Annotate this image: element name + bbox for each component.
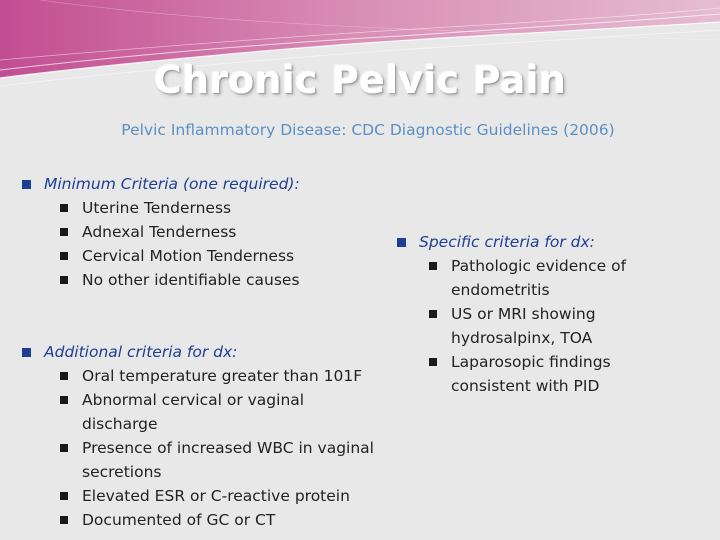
additional-criteria-heading-text: Additional criteria for dx: — [44, 343, 238, 361]
bullet-square-icon — [60, 396, 68, 404]
list-item — [429, 302, 641, 350]
bullet-square-icon — [60, 228, 68, 236]
left-column — [22, 172, 397, 532]
bullet-square-icon — [22, 348, 31, 357]
slide-title: Chronic Pelvic Pain — [153, 58, 567, 102]
bullet-square-icon — [60, 516, 68, 524]
list-item — [429, 350, 641, 398]
list-item — [60, 484, 397, 508]
list-item — [60, 388, 322, 436]
specific-criteria-heading — [397, 230, 697, 254]
bullet-square-icon — [60, 492, 68, 500]
list-item-text: Elevated ESR or C-reactive protein — [82, 487, 350, 505]
list-item — [60, 196, 397, 220]
list-item-text: US or MRI showing hydrosalpinx, TOA — [451, 305, 596, 347]
list-item-text: Adnexal Tenderness — [82, 223, 237, 241]
list-item — [60, 364, 397, 388]
list-item — [60, 268, 397, 292]
bullet-square-icon — [60, 372, 68, 380]
list-item-text: Laparosopic findings consistent with PID — [451, 353, 611, 395]
list-item-text: No other identifiable causes — [82, 271, 300, 289]
right-column — [397, 230, 697, 398]
list-item — [60, 244, 397, 268]
list-item — [429, 254, 641, 302]
list-item-text: Abnormal cervical or vaginal discharge — [82, 391, 305, 433]
bullet-square-icon — [22, 180, 31, 189]
slide-subtitle: Pelvic Inflammatory Disease: CDC Diagnostic Guidelines (2006) — [121, 121, 615, 139]
list-item-text: Documented of GC or CT — [82, 511, 276, 529]
spacer — [22, 292, 397, 316]
list-item-text: Presence of increased WBC in vaginal secretions — [82, 439, 374, 481]
bullet-square-icon — [60, 444, 68, 452]
specific-criteria-heading-text: Specific criteria for dx: — [419, 233, 595, 251]
bullet-square-icon — [60, 204, 68, 212]
minimum-criteria-heading-text: Minimum Criteria (one required): — [44, 175, 300, 193]
additional-criteria-heading — [22, 340, 397, 364]
bullet-square-icon — [429, 262, 437, 270]
list-item-text: Uterine Tenderness — [82, 199, 232, 217]
list-item-text: Oral temperature greater than 101F — [82, 367, 363, 385]
list-item-text: Pathologic evidence of endometritis — [451, 257, 627, 299]
bullet-square-icon — [397, 238, 406, 247]
list-item — [60, 508, 397, 532]
spacer — [22, 316, 397, 340]
list-item — [60, 436, 397, 484]
bullet-square-icon — [60, 252, 68, 260]
list-item-text: Cervical Motion Tenderness — [82, 247, 295, 265]
minimum-criteria-heading — [22, 172, 397, 196]
bullet-square-icon — [60, 276, 68, 284]
bullet-square-icon — [429, 358, 437, 366]
list-item — [60, 220, 397, 244]
bullet-square-icon — [429, 310, 437, 318]
